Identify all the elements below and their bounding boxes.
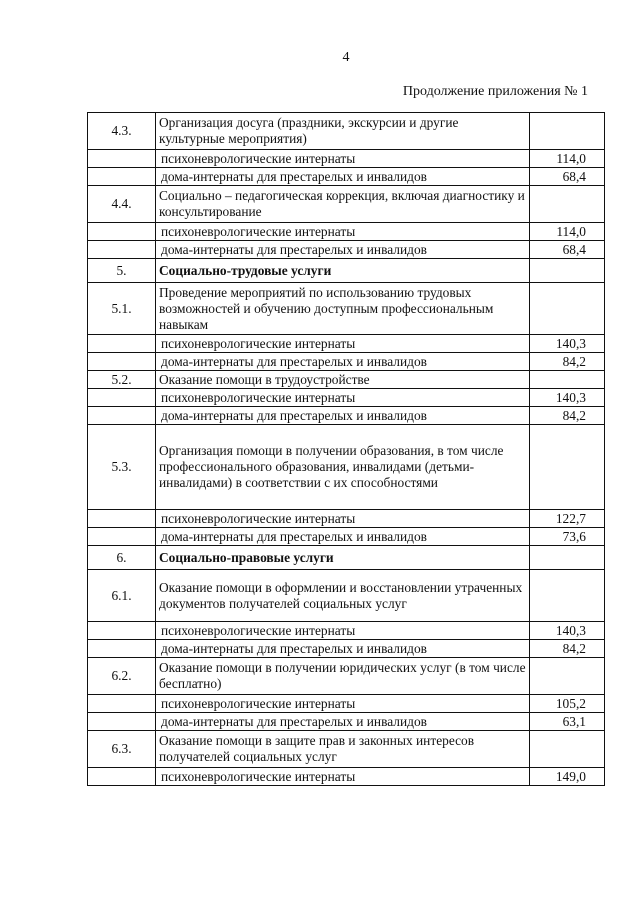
row-number — [88, 768, 156, 786]
row-name: дома-интернаты для престарелых и инвалидов — [156, 353, 530, 371]
row-number: 6.2. — [88, 658, 156, 695]
row-name: психоневрологические интернаты — [156, 510, 530, 528]
section-row — [88, 259, 605, 283]
row-name: психоневрологические интернаты — [156, 335, 530, 353]
row-value — [530, 113, 605, 150]
service-row — [88, 186, 605, 223]
row-name: психоневрологические интернаты — [156, 223, 530, 241]
row-number: 5. — [88, 259, 156, 283]
row-value — [530, 570, 605, 622]
row-name: психоневрологические интернаты — [156, 389, 530, 407]
row-number — [88, 389, 156, 407]
row-name: Оказание помощи в защите прав и законных интересов получателей социальных услуг — [156, 731, 530, 768]
table-subrow — [88, 510, 605, 528]
row-value: 114,0 — [530, 223, 605, 241]
row-name: Социально-правовые услуги — [156, 546, 530, 570]
row-value: 73,6 — [530, 528, 605, 546]
row-value — [530, 425, 605, 510]
section-row — [88, 546, 605, 570]
row-value: 84,2 — [530, 407, 605, 425]
row-value: 84,2 — [530, 353, 605, 371]
page-number: 4 — [342, 50, 350, 65]
row-number — [88, 335, 156, 353]
row-number — [88, 223, 156, 241]
row-number — [88, 150, 156, 168]
row-name: дома-интернаты для престарелых и инвалидов — [156, 713, 530, 731]
row-number — [88, 640, 156, 658]
table-subrow — [88, 768, 605, 786]
row-number: 6.1. — [88, 570, 156, 622]
row-value: 140,3 — [530, 389, 605, 407]
row-number — [88, 241, 156, 259]
row-number — [88, 695, 156, 713]
row-value: 68,4 — [530, 168, 605, 186]
row-name: Социально-трудовые услуги — [156, 259, 530, 283]
table-subrow — [88, 389, 605, 407]
table-subrow — [88, 335, 605, 353]
row-value: 140,3 — [530, 335, 605, 353]
row-number: 4.4. — [88, 186, 156, 223]
row-value: 105,2 — [530, 695, 605, 713]
table-subrow — [88, 150, 605, 168]
row-number: 5.2. — [88, 371, 156, 389]
row-name: психоневрологические интернаты — [156, 150, 530, 168]
service-row — [88, 425, 605, 510]
tariff-table — [87, 112, 605, 786]
service-row — [88, 731, 605, 768]
table-subrow — [88, 640, 605, 658]
table-subrow — [88, 695, 605, 713]
row-name: Оказание помощи в получении юридических услуг (в том числе бесплатно) — [156, 658, 530, 695]
row-name: Оказание помощи в оформлении и восстановлении утраченных документов получателей социальных услуг — [156, 570, 530, 622]
row-value — [530, 371, 605, 389]
row-number — [88, 353, 156, 371]
table-subrow — [88, 241, 605, 259]
row-name: дома-интернаты для престарелых и инвалидов — [156, 407, 530, 425]
row-value — [530, 186, 605, 223]
row-number: 4.3. — [88, 113, 156, 150]
service-row — [88, 658, 605, 695]
row-value: 63,1 — [530, 713, 605, 731]
table-subrow — [88, 407, 605, 425]
row-number — [88, 168, 156, 186]
service-row — [88, 371, 605, 389]
table-subrow — [88, 622, 605, 640]
row-name: дома-интернаты для престарелых и инвалидов — [156, 241, 530, 259]
row-number: 5.1. — [88, 283, 156, 335]
row-number: 6.3. — [88, 731, 156, 768]
row-number: 6. — [88, 546, 156, 570]
row-value — [530, 259, 605, 283]
table-subrow — [88, 223, 605, 241]
row-value: 84,2 — [530, 640, 605, 658]
row-value: 149,0 — [530, 768, 605, 786]
row-number: 5.3. — [88, 425, 156, 510]
tariff-table-body — [88, 113, 605, 786]
row-number — [88, 622, 156, 640]
table-subrow — [88, 353, 605, 371]
table-subrow — [88, 528, 605, 546]
row-name: Проведение мероприятий по использованию трудовых возможностей и обучению доступным профессиональным навыкам — [156, 283, 530, 335]
continuation-label: Продолжение приложения № 1 — [402, 84, 588, 99]
row-name: Социально – педагогическая коррекция, включая диагностику и консультирование — [156, 186, 530, 223]
row-number — [88, 528, 156, 546]
row-value — [530, 546, 605, 570]
service-row — [88, 113, 605, 150]
row-value: 122,7 — [530, 510, 605, 528]
row-number — [88, 713, 156, 731]
row-value: 140,3 — [530, 622, 605, 640]
row-value — [530, 283, 605, 335]
row-value: 68,4 — [530, 241, 605, 259]
row-name: Организация помощи в получении образования, в том числе профессионального образования, инвалидами (детьми-инвалидами) в соответствии с их способностями — [156, 425, 530, 510]
row-name: Оказание помощи в трудоустройстве — [156, 371, 530, 389]
row-value — [530, 731, 605, 768]
table-subrow — [88, 713, 605, 731]
row-name: дома-интернаты для престарелых и инвалидов — [156, 168, 530, 186]
row-name: дома-интернаты для престарелых и инвалидов — [156, 640, 530, 658]
row-name: психоневрологические интернаты — [156, 768, 530, 786]
table-subrow — [88, 168, 605, 186]
service-row — [88, 283, 605, 335]
row-value — [530, 658, 605, 695]
service-row — [88, 570, 605, 622]
row-value: 114,0 — [530, 150, 605, 168]
row-name: психоневрологические интернаты — [156, 622, 530, 640]
row-name: дома-интернаты для престарелых и инвалидов — [156, 528, 530, 546]
row-number — [88, 407, 156, 425]
row-number — [88, 510, 156, 528]
row-name: Организация досуга (праздники, экскурсии и другие культурные мероприятия) — [156, 113, 530, 150]
row-name: психоневрологические интернаты — [156, 695, 530, 713]
